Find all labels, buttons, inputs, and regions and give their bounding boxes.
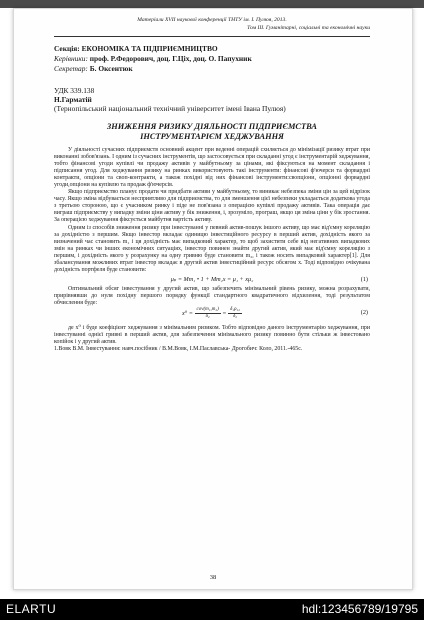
section-line [54, 44, 370, 54]
reference-1: 1.Вовк В.М. Інвестування: навч.посібник / В.М.Вовк, І.М.Паславська- Дрогобич: Коло, 2011.-465с. [54, 346, 303, 353]
reviewers-line [54, 54, 370, 64]
paragraph-1: У діяльності сучасних підприємств основний акцент при веденні операцій схиляється до мінімізації ризику втрат при виконанні зобов'язань. І одним із сучасних інструментів, що застосовується при складанні угод є інструментарій хеджування, тобто фінансові угоди купівлі чи продажу активів у майбутньому за цінами, які фіксуються на момент складання і підписання угод. Для хеджування ризику на ринках використовують такі інструменти: фінансові ф'ючерси та форвардні контракти, опціони та своп-контракти, а також похідні від них фінансові інструменти:свопціони, опціонні форвардні угоди,опціони на купівлю та продаж ф'ючерсів. [54, 147, 370, 189]
paragraph-4: Оптимальний обсяг інвестування у другий актив, що забезпечить мінімальний рівень ризику, можна розрахувати, прирівнявши до нуля похідну першого порядку функції стандартного квадратичного відхилення, тоді результатом обчислення буде: [54, 285, 370, 306]
article-body [54, 147, 370, 353]
header-rule [54, 36, 370, 37]
handle-id[interactable]: hdl:123456789/19795 [301, 602, 418, 616]
author-name: Н.Гарматій [54, 95, 92, 104]
paragraph-3: Одним із способів зниження ризику при інвестуванні у певний актив-пошук іншого активу, що має від'ємну кореляцію за дохідністю з першим. Якщо інвестор вкладає одиницю інвестиційного ресурсу в перший актив, дохідність якого за визначений час становить m₁ і ця дохідність має випадковий характер, то щоб захистити себе від негативних випадкових змін на ринках чи інших економічних ситуаціях, інвестор повинен знайти другий актив, який має від'ємну кореляцію з першим, і дохідність якого у розрахунку на одну гривню буде становити m₂, і також носить випадковий характер[1]. Для збалансування можливих втрат інвестор вкладає в другий актив інвестиційний ресурс обсягом x. Тоді відповідно очікувана дохідність портфеля буде становити: [54, 224, 370, 273]
status-bar [0, 599, 424, 620]
running-header [54, 16, 370, 32]
equation-2-fraction-2-denominator: δ₂ [232, 313, 238, 319]
equation-1-formula: μₚ = Mm₁ • 1 + Mm₂x = μ₁ + xμ₂ [170, 275, 254, 283]
reviewers-names: проф. Р.Федорович, доц. Г.Ціх, доц. О. Папухник [89, 54, 252, 63]
equation-2-lhs: x⁰ = [182, 309, 193, 317]
author-affiliation: (Тернопільський національний технічний університет імені Івана Пулюя) [54, 104, 286, 113]
equation-2-fraction-1 [195, 307, 221, 320]
reviewers-label: Керівники: [54, 54, 88, 63]
page-number: 38 [209, 574, 217, 581]
running-header-line2: Том ІІІ. Гуманітарні, соціальні та економічні науки [247, 25, 370, 31]
equation-2-fraction-1-denominator: δ₂ [205, 313, 210, 319]
equation-2-number: (2) [360, 308, 368, 316]
secretary-label: Секретар: [54, 64, 88, 73]
equation-2 [54, 307, 370, 325]
secretary-name: Б. Оксентюк [89, 64, 133, 73]
equation-2-fraction-1-numerator: cov(m₁,m₂) [196, 306, 219, 312]
article-title-line2: ІНСТРУМЕНТАРІЄМ ХЕДЖУВАННЯ [140, 132, 284, 141]
equation-1-number: (1) [360, 275, 368, 283]
equation-2-fraction-2 [228, 307, 242, 320]
document-page [13, 8, 413, 590]
paragraph-5: де x⁰ і буде коефіцієнт хеджування з мінімальним ризиком. Тобто відповідно даного інструментарію хеджування, при інвестуванні однієї гривні в перший актив, для забезпечення мінімального ризику повинно бути стільки ж інвестовано копійок і у другий актив. [54, 324, 370, 346]
article-title [54, 122, 370, 142]
secretary-line [54, 64, 370, 74]
repository-name: ELARTU [6, 602, 57, 616]
section-label: Секція: [54, 44, 80, 53]
viewer-top-bar [0, 0, 424, 8]
equation-1 [54, 274, 370, 286]
equation-2-fraction-2-numerator: δ₁ρ₁₂ [230, 306, 240, 312]
equation-2-equals: = [222, 309, 227, 317]
udc-code: УДК 339.138 [54, 86, 95, 95]
section-name: ЕКОНОМІКА ТА ПІДПРИЄМНИЦТВО [81, 44, 218, 53]
running-header-line1: Матеріали XVII наукової конференції ТНТУ ім. І. Пулюя, 2013. [137, 17, 287, 23]
paragraph-2: Якщо підприємство планує продати чи придбати активи у майбутньому, то виникає небезпека зміни цін за цей відрізок часу. Якщо зміна відбувається несприятливо для підприємства, то для зменшення цієї небезпеки укладається додаткова угода з третьою стороною, що є учасником ринку і піде не пов'язана з операцією купівлі продажу активів. Така операція дає виграш підприємству у випадку зміни ціни активу у бік зниження, і, зрозуміло, програш, якщо ця зміна ціни у бік зростання. За операцією хеджування фіксується майбутня вартість активу. [54, 189, 370, 224]
article-title-line1: ЗНИЖЕННЯ РИЗИКУ ДІЯЛЬНОСТІ ПІДПРИЄМСТВА [107, 122, 317, 131]
